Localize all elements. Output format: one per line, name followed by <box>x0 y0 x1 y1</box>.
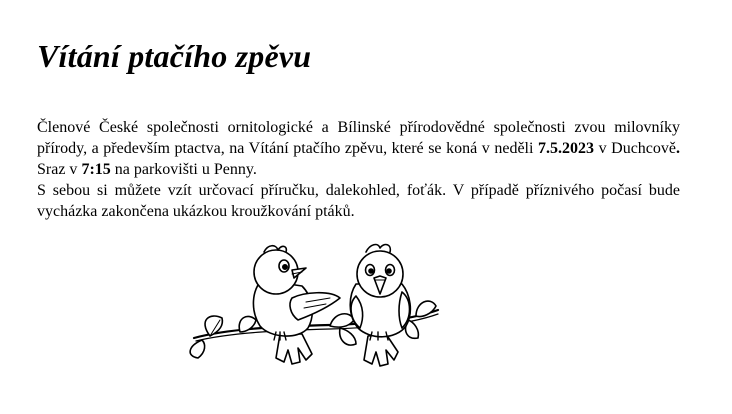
meeting-place: na parkovišti u Penny. <box>110 161 257 178</box>
paragraph-what-to-bring: S sebou si můžete vzít určovací příručku, dalekohled, foťák. V případě příznivého počasí bude vycházka zakončena ukázkou kroužkování ptáků. <box>37 182 680 220</box>
meeting-time: 7:15 <box>81 161 111 178</box>
document-title: Vítání ptačího zpěvu <box>37 38 312 74</box>
document-body <box>37 117 680 222</box>
two-birds-on-branch-icon <box>180 240 450 375</box>
invitation-text: Členové České společnosti ornitologické a Bílinské přírodovědné společnosti zvou milovníky přírody, a především ptactva, na Vítání ptačího zpěvu, které se koná v neděli <box>37 119 680 157</box>
paragraph-invitation <box>37 117 680 180</box>
meeting-text: Sraz v <box>37 161 82 178</box>
event-place: v Duchcově <box>594 140 677 157</box>
event-date: 7.5.2023 <box>538 140 595 157</box>
sentence-dot: . <box>676 140 681 157</box>
